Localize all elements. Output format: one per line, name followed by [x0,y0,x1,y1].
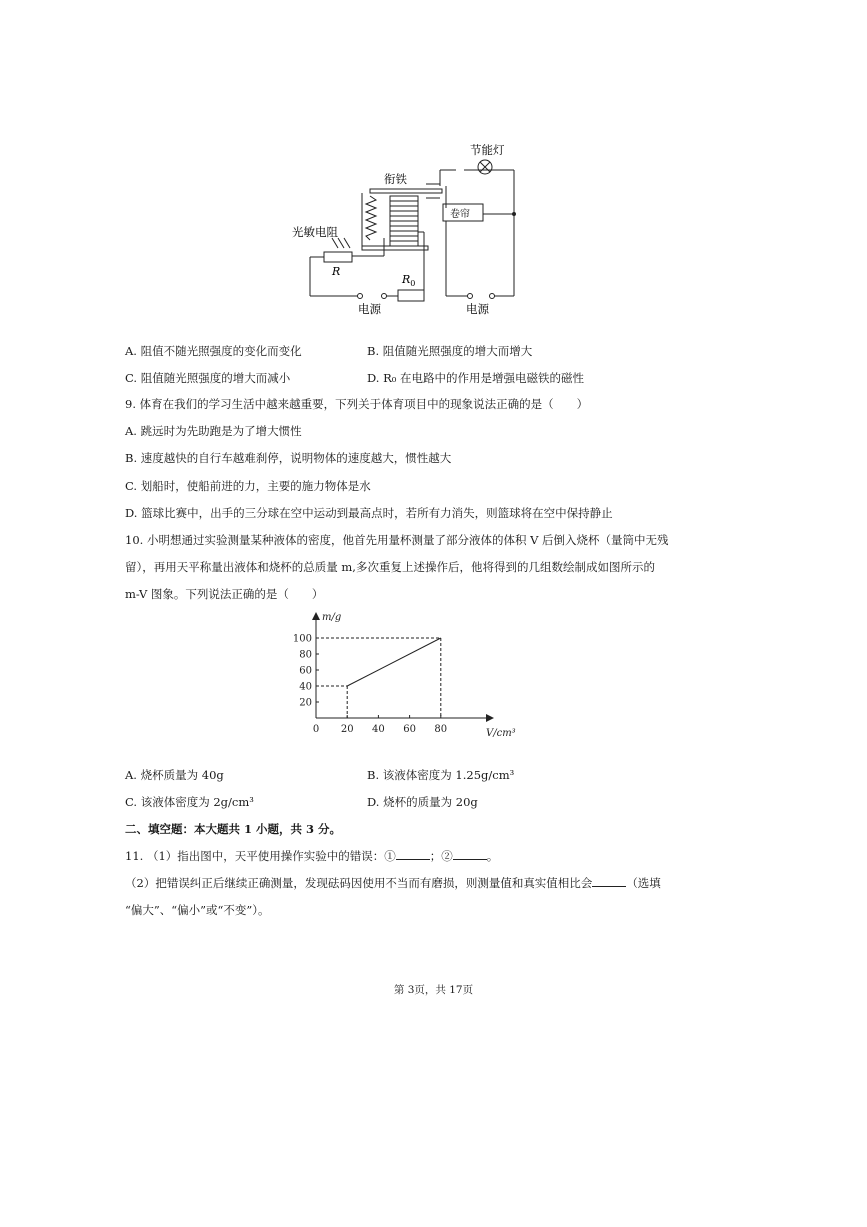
x-axis-arrow-icon [486,714,494,722]
q11-blank-2[interactable] [453,848,487,860]
x-axis-label: V/cm³ [486,728,516,739]
y-axis-label: m/g [322,612,342,623]
y-tick-label: 40 [299,681,312,693]
label-r: R [332,265,341,278]
q10-stem-line3: m-V 图象。下列说法正确的是（ ） [125,587,324,601]
q11-blank-3[interactable] [592,875,626,887]
section2-heading: 二、填空题：本大题共 1 小题，共 3 分。 [125,822,342,836]
x-tick-label: 20 [340,724,354,735]
spring-icon [366,196,376,240]
label-power-right: 电源 [466,302,489,316]
q11-part1: 11. （1）指出图中，天平使用操作实验中的错误：① ；② 。 [125,849,499,863]
label-lamp: 节能灯 [470,143,505,157]
r0-box [398,290,424,301]
page-footer: 第 3页，共 17页 [393,984,474,996]
relay-circuit-diagram [280,138,540,318]
photo-resistor-box [324,252,352,262]
q10-stem-line2: 留），再用天平称量出液体和烧杯的总质量 m,多次重复上述操作后，他将得到的几组数绘制成如图所示的 [125,560,655,574]
label-armature: 衔铁 [384,172,407,186]
y-tick-label: 100 [292,633,312,645]
q10-option-b: B. 该液体密度为 1.25g/cm³ [367,768,515,782]
light-arrow-icon [332,238,338,248]
y-tick-label: 60 [299,665,312,677]
series-line [347,638,441,686]
q9-option-b: B. 速度越快的自行车越难刹停，说明物体的速度越大，惯性越大 [125,451,452,465]
x-tick-label: 40 [372,724,385,735]
q10-option-c: C. 该液体密度为 2g/cm³ [125,795,254,809]
q9-stem: 9. 体育在我们的学习生活中越来越重要，下列关于体育项目中的现象说法正确的是（ ） [125,397,589,411]
x-tick-label: 80 [434,724,448,735]
label-power-left: 电源 [358,302,381,316]
q11-part2: （2）把错误纠正后继续正确测量，发现砝码因使用不当而有磨损，则测量值和真实值相比会 （选填 [125,876,661,890]
q10-stem-line1: 10. 小明想通过实验测量某种液体的密度，他首先用量杯测量了部分液体的体积 V 后倒入烧杯（量筒中无残 [125,533,669,547]
q8-option-c: C. 阻值随光照强度的增大而减小 [125,371,291,385]
q8-option-d: D. R₀ 在电路中的作用是增强电磁铁的磁性 [367,371,585,385]
q9-option-a: A. 跳远时为先助跑是为了增大惯性 [125,424,302,438]
q10-option-a: A. 烧杯质量为 40g [125,768,224,782]
label-curtain: 卷帘 [450,209,470,220]
q10-option-d: D. 烧杯的质量为 20g [367,795,478,809]
q8-option-a: A. 阻值不随光照强度的变化而变化 [125,344,302,358]
y-tick-label: 80 [299,649,312,661]
q9-option-c: C. 划船时，使船前进的力，主要的施力物体是水 [125,479,371,493]
x-tick-label: 0 [312,724,320,735]
x-tick-label: 60 [403,724,416,735]
mv-chart [280,612,530,742]
y-axis-arrow-icon [312,612,320,620]
q11-part2-line2: “偏大”、“偏小”或“不变”）。 [125,903,270,917]
q8-option-b: B. 阻值随光照强度的增大而增大 [367,344,533,358]
label-photo-resistor: 光敏电阻 [292,225,338,239]
q9-option-d: D. 篮球比赛中，出手的三分球在空中运动到最高点时，若所有力消失，则篮球将在空中保持静止 [125,506,613,520]
label-r0: $R_0$ [402,273,416,288]
q11-blank-1[interactable] [396,848,430,860]
y-tick-label: 20 [299,697,312,709]
